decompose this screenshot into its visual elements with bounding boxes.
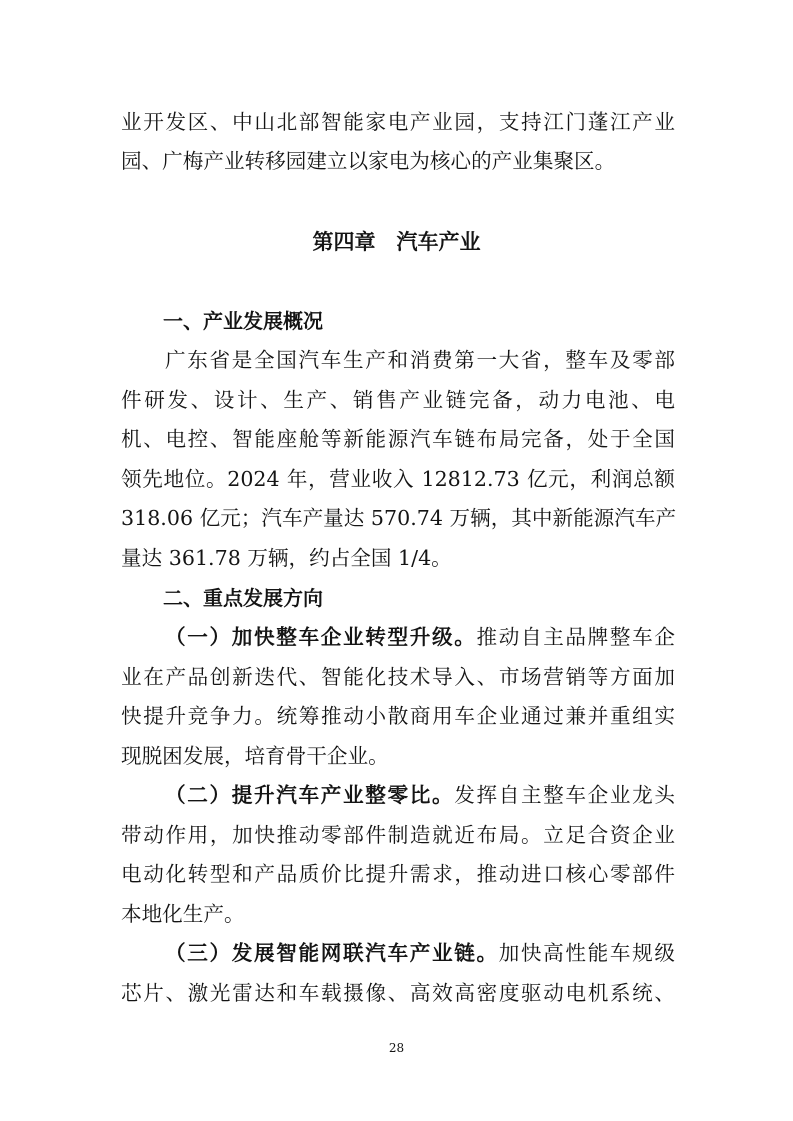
section-heading: 一、产业发展概况 [163, 309, 323, 333]
item-lead: （二）提升汽车产业整零比。 [165, 783, 455, 807]
paragraph-line: 芯片、激光雷达和车载摄像、高效高密度驱动电机系统、 [121, 981, 675, 1005]
paragraph-line: 领先地位。2024 年，营业收入 12812.73 亿元，利润总额 [121, 467, 675, 491]
item-text: 加快高性能车规级 [498, 941, 676, 965]
paragraph-line: 广东省是全国汽车生产和消费第一大省，整车及零部 [165, 348, 675, 372]
paragraph-line: 量达 361.78 万辆，约占全国 1/4。 [121, 546, 452, 570]
item-text: 发挥自主整车企业龙头 [454, 783, 676, 807]
section-heading: 二、重点发展方向 [163, 586, 323, 610]
item-lead: （三）发展智能网联汽车产业链。 [165, 941, 499, 965]
paragraph-line: 业开发区、中山北部智能家电产业园，支持江门蓬江产业 [121, 110, 675, 134]
item-first-line [165, 933, 675, 973]
paragraph-line: 318.06 亿元；汽车产量达 570.74 万辆，其中新能源汽车产 [121, 506, 677, 530]
paragraph-line: 机、电控、智能座舱等新能源汽车链布局完备，处于全国 [121, 427, 675, 451]
paragraph-line: 现脱困发展，培育骨干企业。 [121, 744, 389, 768]
chapter-title: 第四章 汽车产业 [312, 229, 481, 254]
item-first-line [165, 775, 675, 815]
item-first-line [165, 617, 675, 657]
paragraph-line: 电动化转型和产品质价比提升需求，推动进口核心零部件 [121, 862, 675, 886]
item-lead: （一）加快整车企业转型升级。 [165, 625, 477, 649]
paragraph-line: 件研发、设计、生产、销售产业链完备，动力电池、电 [121, 388, 675, 412]
page-number: 28 [388, 1041, 405, 1055]
paragraph-line: 带动作用，加快推动零部件制造就近布局。立足合资企业 [121, 823, 675, 847]
paragraph-line: 快提升竞争力。统筹推动小散商用车企业通过兼并重组实 [121, 704, 675, 728]
item-text: 推动自主品牌整车企 [476, 625, 676, 649]
paragraph-line: 业在产品创新迭代、智能化技术导入、市场营销等方面加 [121, 665, 675, 689]
paragraph-line: 园、广梅产业转移园建立以家电为核心的产业集聚区。 [121, 149, 616, 173]
paragraph-line: 本地化生产。 [121, 902, 245, 926]
